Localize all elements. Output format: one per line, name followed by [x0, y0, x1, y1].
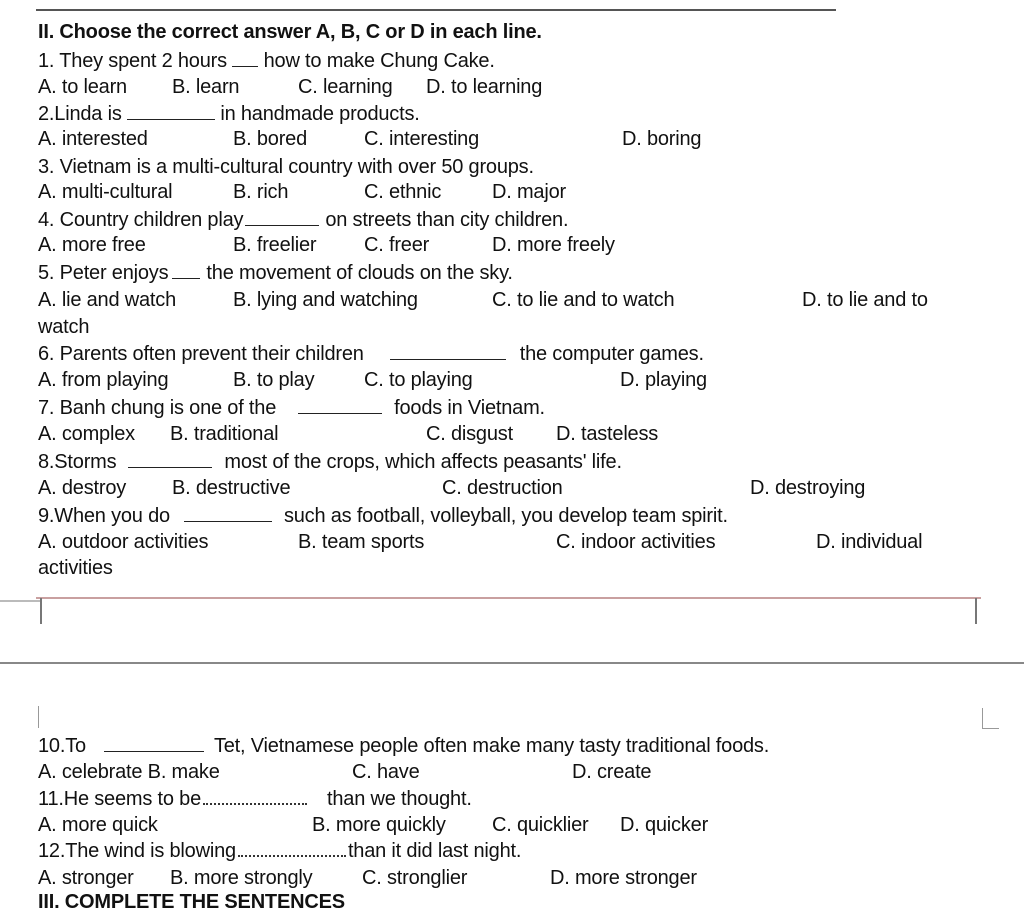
question-9-stem: 9.When you do such as football, volleyball, you develop team spirit. — [38, 505, 728, 527]
q5-option-d: D. to lie and to — [802, 289, 928, 311]
question-6-stem: 6. Parents often prevent their children the computer games. — [38, 343, 704, 365]
q2-option-b: B. bored — [233, 128, 308, 150]
section-heading: II. Choose the correct answer A, B, C or D in each line. — [38, 21, 542, 43]
divider-stub — [0, 600, 40, 602]
table-border-line — [36, 597, 981, 599]
question-1-stem: 1. They spent 2 hours how to make Chung Cake. — [38, 50, 495, 72]
q4-option-b: B. freelier — [233, 234, 317, 256]
q5-option-b: B. lying and watching — [233, 289, 418, 311]
q11-option-a: A. more quick — [38, 814, 158, 836]
table-border-right — [975, 598, 977, 624]
q2-option-a: A. interested — [38, 128, 148, 150]
q12-option-a: A. stronger — [38, 867, 134, 889]
q8-option-b: B. destructive — [172, 477, 291, 499]
q10-option-c: C. have — [352, 761, 420, 783]
q11-option-b: B. more quickly — [312, 814, 446, 836]
question-5-stem: 5. Peter enjoys the movement of clouds on the sky. — [38, 262, 513, 284]
q4-option-a: A. more free — [38, 234, 146, 256]
q5-option-d-wrap: watch — [38, 316, 90, 338]
q8-option-a: A. destroy — [38, 477, 127, 499]
q2-option-c: C. interesting — [364, 128, 480, 150]
crop-mark-right — [982, 708, 999, 729]
q3-option-d: D. major — [492, 181, 566, 203]
q11-option-c: C. quicklier — [492, 814, 589, 836]
top-rule — [36, 9, 836, 11]
question-2-stem: 2.Linda is in handmade products. — [38, 103, 420, 125]
q6-option-a: A. from playing — [38, 369, 169, 391]
q8-option-c: C. destruction — [442, 477, 563, 499]
page-break-line — [0, 662, 1024, 664]
question-7-stem: 7. Banh chung is one of the foods in Vietnam. — [38, 397, 545, 419]
question-12-stem: 12.The wind is blowing than it did last night. — [38, 840, 522, 862]
q3-option-a: A. multi-cultural — [38, 181, 173, 203]
q1-option-a: A. to learn — [38, 76, 127, 98]
q3-option-c: C. ethnic — [364, 181, 442, 203]
question-3-stem: 3. Vietnam is a multi-cultural country with over 50 groups. — [38, 156, 534, 178]
q9-option-d-wrap: activities — [38, 557, 113, 579]
q1-option-d: D. to learning — [426, 76, 543, 98]
question-8-stem: 8.Storms most of the crops, which affects peasants' life. — [38, 451, 622, 473]
q12-option-b: B. more strongly — [170, 867, 313, 889]
q5-option-a: A. lie and watch — [38, 289, 176, 311]
question-10-stem: 10.To Tet, Vietnamese people often make many tasty traditional foods. — [38, 735, 770, 757]
q2-option-d: D. boring — [622, 128, 702, 150]
q7-option-c: C. disgust — [426, 423, 513, 445]
q6-option-b: B. to play — [233, 369, 315, 391]
question-4-stem: 4. Country children play on streets than city children. — [38, 209, 569, 231]
table-border-left — [40, 598, 42, 624]
q1-option-b: B. learn — [172, 76, 240, 98]
q9-option-b: B. team sports — [298, 531, 425, 553]
next-section-heading: III. COMPLETE THE SENTENCES — [38, 891, 345, 913]
q11-option-d: D. quicker — [620, 814, 709, 836]
q8-option-d: D. destroying — [750, 477, 866, 499]
q6-option-d: D. playing — [620, 369, 707, 391]
q7-option-a: A. complex — [38, 423, 135, 445]
crop-mark-left — [38, 706, 39, 728]
q3-option-b: B. rich — [233, 181, 289, 203]
q9-option-c: C. indoor activities — [556, 531, 716, 553]
q9-option-a: A. outdoor activities — [38, 531, 209, 553]
q12-option-d: D. more stronger — [550, 867, 697, 889]
q5-option-c: C. to lie and to watch — [492, 289, 675, 311]
q4-option-c: C. freer — [364, 234, 430, 256]
q4-option-d: D. more freely — [492, 234, 615, 256]
q7-option-d: D. tasteless — [556, 423, 659, 445]
q6-option-c: C. to playing — [364, 369, 473, 391]
q7-option-b: B. traditional — [170, 423, 279, 445]
q12-option-c: C. stronglier — [362, 867, 468, 889]
q10-option-ab: A. celebrate B. make — [38, 761, 220, 783]
question-11-stem: 11.He seems to be than we thought. — [38, 788, 472, 810]
q1-option-c: C. learning — [298, 76, 393, 98]
q10-option-d: D. create — [572, 761, 652, 783]
q9-option-d: D. individual — [816, 531, 923, 553]
